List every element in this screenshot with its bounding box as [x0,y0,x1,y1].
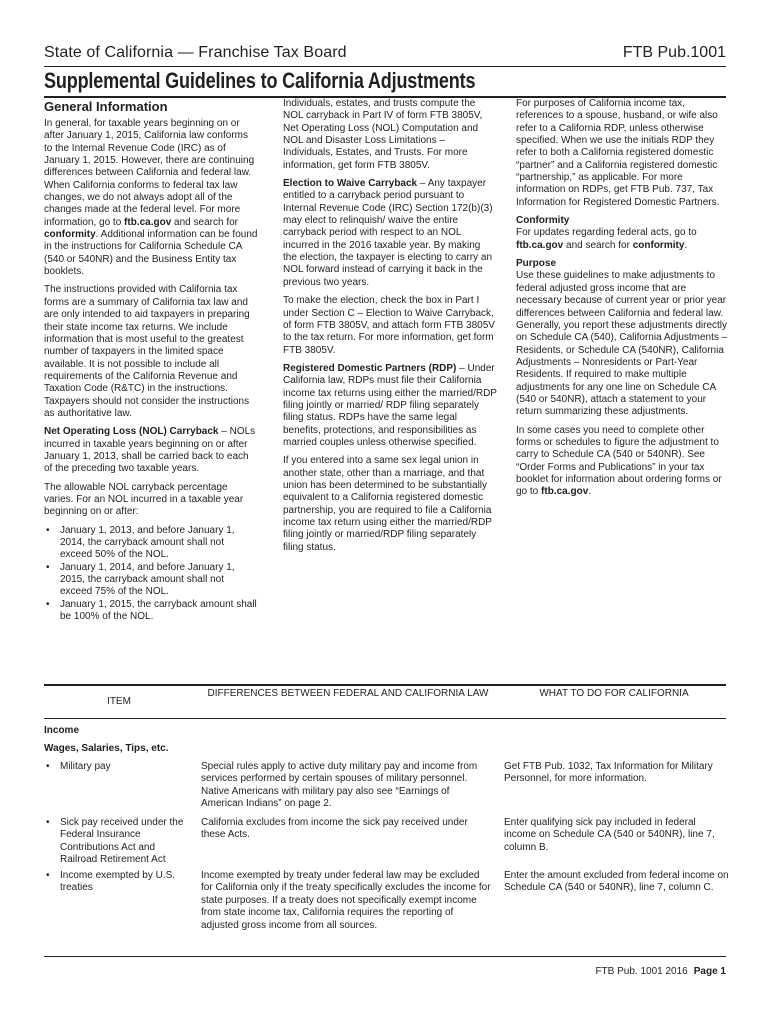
ftb-link[interactable]: ftb.ca.gov [124,216,172,228]
subsection-wages: Wages, Salaries, Tips, etc. [44,743,169,754]
footer-rule [44,956,726,957]
footer-publication: FTB Pub. 1001 2016 [595,966,688,977]
conformity-keyword: conformity [632,239,685,251]
table-row-what-to-do: Enter the amount excluded from federal income on Schedule CA (540 or 540NR), line 7, column C. [504,870,729,894]
table-row-difference: Income exempted by treaty under federal law may be excluded for California only if the treaty specifically excludes the income for state purposes. If a treaty does not specifically exempt income from state income tax, California requires the reporting of adjusted gross income from all sources. [201,870,491,931]
table-row-difference: California excludes from income the sick pay received under these Acts. [201,817,468,841]
election-paragraph: To make the election, check the box in Part I under Section C – Election to Waive Carryback, of form FTB 3805V, and attach form FTB 3805V to the tax return. For more information, get form FTB 3805V. [283,295,495,356]
conformity-paragraph: In general, for taxable years beginning on or after January 1, 2015, California law conforms to the Internal Revenue Code (IRC) as of January 1, 2015. However, there are continuing differences between California and federal law. When California conforms to federal tax law changes, we do not always adopt all of the changes made at the federal level. For more information, go to ftb.ca.gov and search for conformity. Additional information can be found in the instructions for California Schedule CA (540 or 540NR) and the Business Entity tax booklets. [44,118,258,278]
page-title: Supplemental Guidelines to California Adjustments [44,68,476,93]
section-income: Income [44,725,80,736]
table-row-item: • Income exempted by U.S. treaties [44,870,194,895]
other-forms-paragraph: In some cases you need to complete other forms or schedules to figure the adjustment to carry to Schedule CA (540 or 540NR). See “Order Forms and Publications” in your tax booklet for information about ordering forms or go to ftb.ca.gov. [516,424,722,498]
nol-paragraph: Net Operating Loss (NOL) Carryback – NOLs incurred in taxable years beginning on or after January 1, 2013, shall be carried back to each of the preceding two taxable years. [44,426,256,475]
publication-number: FTB Pub.1001 [622,44,726,61]
same-sex-union-paragraph: If you entered into a same sex legal union in another state, other than a marriage, and that union has been determined to be substantially equivalent to a California registered domestic partnership, you are required to file a California income tax return using either the married/RDP filing jointly or married/RDP filing separately filing status. [283,455,492,553]
conformity-update-paragraph: For updates regarding federal acts, go to ftb.ca.gov and search for conformity. [516,227,697,251]
agency-name: State of California — Franchise Tax Board [44,44,347,61]
instructions-paragraph: The instructions provided with California tax forms are a summary of California tax law and are only intended to aid taxpayers in preparing their state income tax returns. We include information that is most useful to the greatest number of taxpayers in the limited space available. It is not possible to include all requirements of the California Revenue and Taxation Code (R&TC) in the instructions. Taxpayers should not consider the instructions as authoritative law. [44,284,250,419]
list-item: • January 1, 2013, and before January 1, 2014, the carryback amount shall not exceed 50% of the NOL. [44,525,258,562]
rdp-heading: Registered Domestic Partners (RDP) [283,362,457,374]
spouse-reference-paragraph: For purposes of California income tax, references to a spouse, husband, or wife also refer to a California RDP, unless otherwise specified. When we use the initials RDP they refer to both a California registered domestic “partner” and a California registered domestic “partnership,” as applicable. For more information on RDPs, get FTB Pub. 737, Tax Information for Registered Domestic Partners. [516,98,720,208]
table-row-item: • Sick pay received under the Federal Insurance Contributions Act and Railroad Retirement Act [44,817,194,867]
conformity-heading: Conformity [516,215,570,227]
table-header-what-to-do: WHAT TO DO FOR CALIFORNIA [539,688,689,699]
list-item: • January 1, 2015, the carryback amount shall be 100% of the NOL. [44,599,258,624]
conformity-keyword: conformity [44,229,96,241]
page-footer [595,966,726,977]
nol-computation-paragraph: Individuals, estates, and trusts compute the NOL carryback in Part IV of form FTB 3805V, Net Operating Loss (NOL) Computation and NOL and Disaster Loss Limitations – Individuals, Estates, and Trusts. For more information, get form FTB 3805V. [283,98,483,171]
table-header-differences: DIFFERENCES BETWEEN FEDERAL AND CALIFORNIA LAW [207,688,489,699]
list-item: • January 1, 2014, and before January 1, 2015, the carryback amount shall not exceed 75% of the NOL. [44,562,258,599]
purpose-paragraph: Use these guidelines to make adjustments to federal adjusted gross income that are necessary because of current year or prior year differences between California and federal law. Generally, you report these adjustments directly on Schedule CA (540), California Adjustments – Residents, or Schedule CA (540NR), California Adjustments – Nonresidents or Part-Year Residents. If required to make multiple adjustments for any one line on Schedule CA (540 or 540NR), attach a statement to your return summarizing these adjustments. [516,270,728,418]
table-header-item: ITEM [107,696,131,707]
table-row-what-to-do: Get FTB Pub. 1032, Tax Information for Military Personnel, for more information. [504,761,713,785]
column-general-information [44,98,258,623]
nol-heading: Net Operating Loss (NOL) Carryback [44,426,219,438]
column-nol-rdp [283,98,497,560]
table-row-difference: Special rules apply to active duty military pay and income from services performed by certain spouses of military personnel. Native Americans with military pay also see “Earnings of American Indians” on page 2. [201,761,478,810]
ftb-link[interactable]: ftb.ca.gov [541,486,589,498]
page-number: Page 1 [693,966,726,977]
column-purpose [516,98,730,505]
nol-percentage-list [44,525,258,624]
ftb-link[interactable]: ftb.ca.gov [516,239,564,251]
general-information-heading: General Information [44,99,168,114]
rdp-paragraph: Registered Domestic Partners (RDP) – Under California law, RDPs must file their California income tax returns using either the married/RDP filing jointly or married/ RDP filing separately filing status. RDPs have the same legal benefits, protections, and responsibilities as married couples unless otherwise specified. [283,362,497,448]
table-row-what-to-do: Enter qualifying sick pay included in federal income on Schedule CA (540 or 540NR), line 7, column B. [504,817,715,853]
table-top-rule [44,684,726,686]
waive-carryback-paragraph: Election to Waive Carryback – Any taxpayer entitled to a carryback period pursuant to Internal Revenue Code (IRC) Section 172(b)(3) may elect to relinquish/ waive the entire carryback period with respect to an NOL incurred in the 2016 taxable year. By making the election, the taxpayer is electing to carry an NOL forward instead of carrying it back in the previous two years. [283,178,493,288]
table-header-rule [44,718,726,719]
nol-percentage-paragraph: The allowable NOL carryback percentage varies. For an NOL incurred in a taxable year beginning on or after: [44,481,244,518]
header-rule [44,66,726,67]
purpose-heading: Purpose [516,258,557,270]
waive-carryback-heading: Election to Waive Carryback [283,178,418,190]
table-row-item: • Military pay [44,761,194,773]
